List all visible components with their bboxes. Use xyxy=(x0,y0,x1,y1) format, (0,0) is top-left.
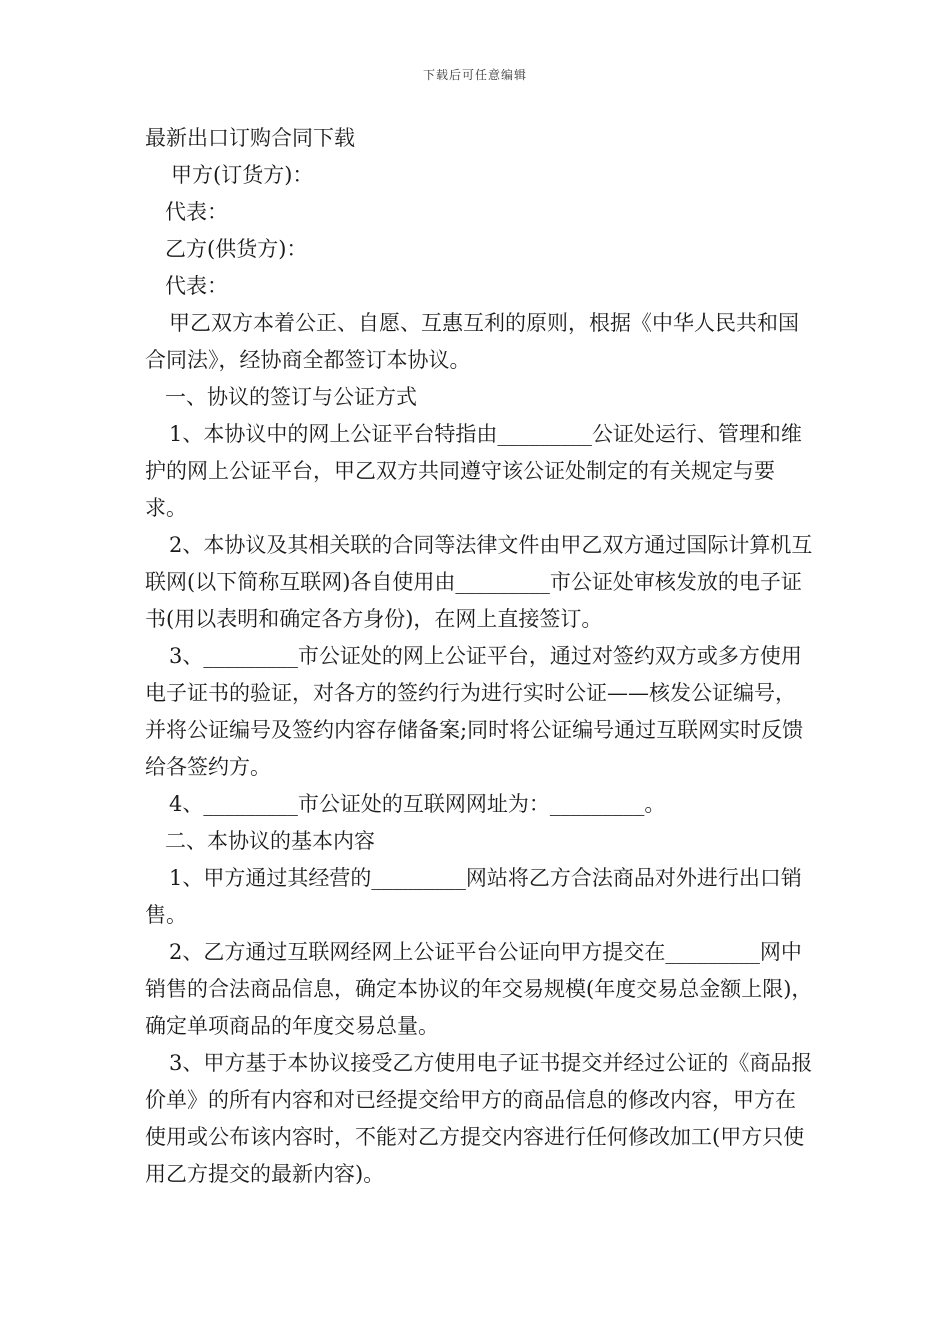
section-heading-2: 二、本协议的基本内容 xyxy=(165,829,375,853)
section-heading-1: 一、协议的签订与公证方式 xyxy=(165,385,417,409)
clause-2-3: 3、甲方基于本协议接受乙方使用电子证书提交并经过公证的《商品报价单》的所有内容和对已经提交给甲方的商品信息的修改内容，甲方在使用或公布该内容时，不能对乙方提交内容进行任何修改加工(甲方只使用乙方提交的最新内容)。 xyxy=(145,1051,813,1186)
clause-1-1: 1、本协议中的网上公证平台特指由_________公证处运行、管理和维护的网上公证平台，甲乙双方共同遵守该公证处制定的有关规定与要求。 xyxy=(145,422,802,520)
preamble-paragraph: 甲乙双方本着公正、自愿、互惠互利的原则，根据《中华人民共和国合同法》，经协商全都签订本协议。 xyxy=(145,311,799,372)
clause-2-2: 2、乙方通过互联网经网上公证平台公证向甲方提交在_________网中销售的合法商品信息，确定本协议的年交易规模(年度交易总金额上限)，确定单项商品的年度交易总量。 xyxy=(145,940,813,1038)
clause-1-4: 4、_________市公证处的互联网网址为：_________。 xyxy=(169,792,666,816)
party-a-representative: 代表： xyxy=(165,200,228,224)
party-b-label: 乙方(供货方)： xyxy=(165,237,308,261)
clause-2-1: 1、甲方通过其经营的_________网站将乙方合法商品对外进行出口销售。 xyxy=(145,866,802,927)
document-title: 最新出口订购合同下载 xyxy=(145,126,355,150)
party-b-representative: 代表： xyxy=(165,274,228,298)
page-header-note: 下载后可任意编辑 xyxy=(422,68,527,82)
clause-1-2: 2、本协议及其相关联的合同等法律文件由甲乙双方通过国际计算机互联网(以下简称互联网)各自使用由_________市公证处审核发放的电子证书(用以表明和确定各方身份)，在网上直接签订。 xyxy=(145,533,813,631)
party-a-label: 甲方(订货方)： xyxy=(171,163,314,187)
clause-1-3: 3、_________市公证处的网上公证平台，通过对签约双方或多方使用电子证书的验证，对各方的签约行为进行实时公证——核发公证编号，并将公证编号及签约内容存储备案;同时将公证编号通过互联网实时反馈给各签约方。 xyxy=(145,644,804,779)
contract-document xyxy=(145,120,813,1193)
